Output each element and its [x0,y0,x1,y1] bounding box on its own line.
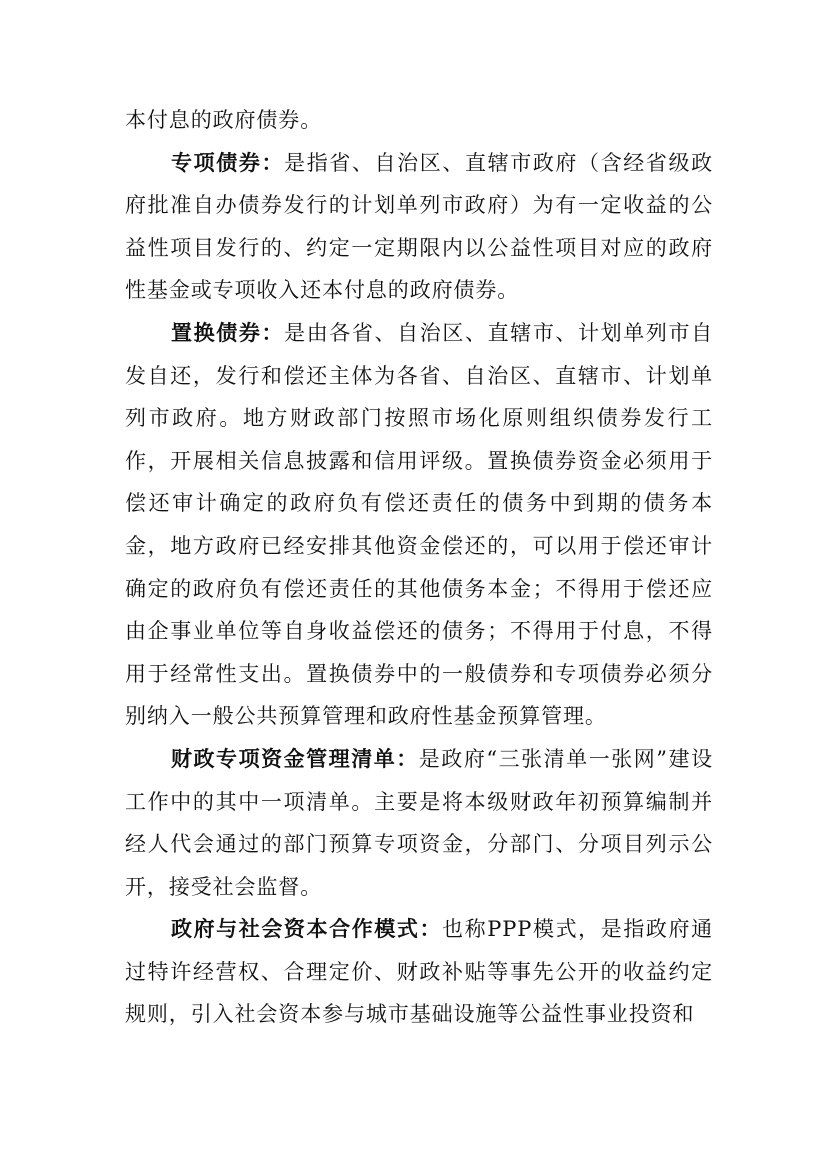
document-body [125,99,713,1036]
paragraph-text: 本付息的政府债券。 [125,108,323,132]
paragraph-continuation [125,99,713,142]
paragraph-replacement-bonds [125,312,713,738]
term-replacement-bonds: 置换债券： [171,319,285,345]
paragraph-special-bonds [125,142,713,312]
paragraph-text: 是由各省、自治区、直辖市、计划单列市自发自还，发行和偿还主体为各省、自治区、直辖市、计划单列市政府。地方财政部门按照市场化原则组织债券发行工作，开展相关信息披露和信用评级。置换债券资金必须用于偿还审计确定的政府负有偿还责任的债务中到期的债务本金，地方政府已经安排其他资金偿还的，可以用于偿还审计确定的政府负有偿还责任的其他债务本金；不得用于偿还应由企事业单位等自身收益偿还的债务；不得用于付息，不得用于经常性支出。置换债券中的一般债券和专项债券必须分别纳入一般公共预算管理和政府性基金预算管理。 [125,320,714,729]
paragraph-ppp-model [125,908,713,1036]
term-special-funds-list: 财政专项资金管理清单： [171,745,419,771]
paragraph-special-funds-list [125,738,713,908]
paragraph-text: 是政府“三张清单一张网”建设工作中的其中一项清单。主要是将本级财政年初预算编制并经人代会通过的部门预算专项资金，分部门、分项目列示公开，接受社会监督。 [125,746,713,899]
paragraph-text: 是指省、自治区、直辖市政府（含经省级政府批准自办债券发行的计划单列市政府）为有一定收益的公益性项目发行的、约定一定期限内以公益性项目对应的政府性基金或专项收入还本付息的政府债券。 [125,150,714,303]
paragraph-text: 也称PPP模式，是指政府通过特许经营权、合理定价、财政补贴等事先公开的收益约定规则，引入社会资本参与城市基础设施等公益性事业投资和 [125,917,713,1027]
term-ppp-model: 政府与社会资本合作模式： [171,916,443,942]
term-special-bonds: 专项债券： [171,149,285,175]
